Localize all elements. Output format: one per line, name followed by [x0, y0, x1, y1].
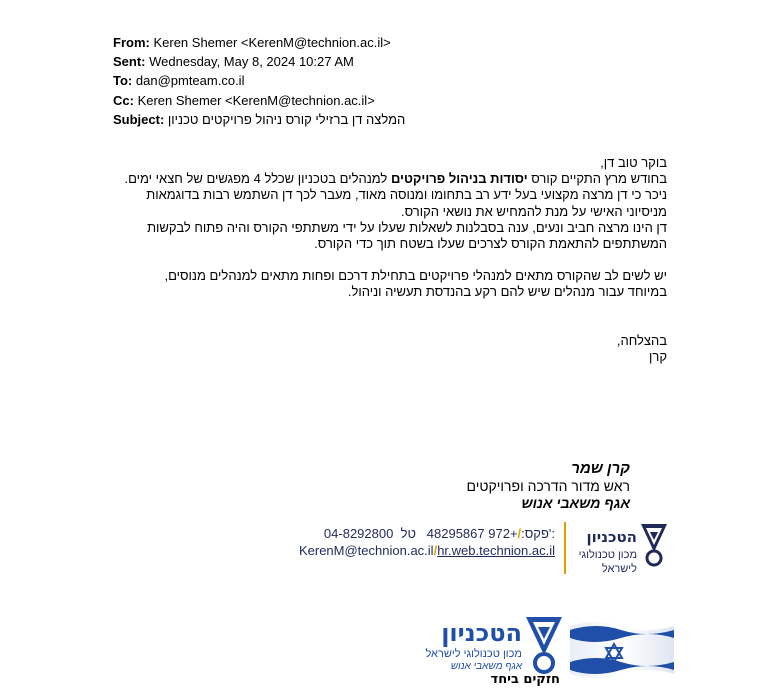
- to-row: [113, 71, 673, 90]
- fax-value: 04-8292800: [323, 526, 394, 541]
- paragraph-1-start: בחודש מרץ התקיים קורס: [527, 171, 667, 187]
- phone-line: [280, 526, 555, 543]
- big-logo-name: הטכניון: [441, 619, 522, 647]
- paragraph-1: [110, 171, 667, 187]
- israel-flag-icon: [566, 618, 676, 680]
- spacer: [110, 252, 667, 268]
- small-logo-sub2: לישראל: [601, 563, 637, 575]
- closing-name: קרן: [649, 348, 667, 364]
- signature-name: קרן שמר: [571, 460, 630, 477]
- phone-value: +972 48295867: [426, 526, 518, 541]
- sent-row: [113, 52, 673, 71]
- big-logo-sub1: מכון טכנולוגי לישראל: [425, 648, 522, 660]
- spacer: [110, 317, 667, 333]
- subject-value: המלצה דן ברזילי קורס ניהול פרויקטים טכניון: [167, 111, 406, 127]
- cc-value: Keren Shemer <KerenM@technion.ac.il>: [137, 92, 375, 108]
- cc-row: [113, 91, 673, 110]
- paragraph-3: דן הינו מרצה חביב ונעים, ענה בסבלנות לשאלות שעלו על ידי משתתפי הקורס והיה פתוח לבקשות המשתתפים להתאמת הקורס לצרכים שעלו בשטח תוך כדי הקורס.: [147, 219, 667, 252]
- paragraph-1-end: למנהלים בטכניון שכלל 4 מפגשים של חצאי ימים.: [124, 171, 391, 187]
- from-row: [113, 33, 673, 52]
- email-value: KerenM@technion.ac.il: [298, 542, 434, 558]
- signature-department: אגף משאבי אנוש: [521, 495, 630, 511]
- contact-info: [280, 526, 555, 559]
- small-logo-name: הטכניון: [586, 528, 637, 546]
- technion-emblem-icon: [641, 524, 667, 565]
- slogan: חזקים ביחד: [490, 672, 560, 687]
- subject-label: Subject:: [113, 111, 165, 127]
- email-header: [113, 33, 673, 129]
- cc-label: Cc:: [113, 92, 134, 108]
- paragraph-2: ניכר כי דן מרצה מקצועי בעל ידע רב בתחומו ומנוסה מאוד, מעבר לכך דן השתמש רבות בדוגמאות מניסיוני האישי על מנת להמחיש את נושאי הקורס.: [146, 187, 667, 219]
- signature-title: ראש מדור הדרכה ופרויקטים: [466, 478, 630, 494]
- email-line: [280, 543, 555, 560]
- technion-emblem-icon: [526, 617, 562, 672]
- sent-label: Sent:: [113, 54, 146, 70]
- from-label: From:: [113, 35, 150, 50]
- technion-logo-small: [575, 520, 670, 580]
- technion-logo-big: [420, 615, 565, 687]
- phone-label: טל':: [400, 526, 555, 541]
- signature: [300, 460, 630, 512]
- paragraph-4-line-2: במיוחד עבור מנהלים שיש להם רקע בהנדסת תעשיה וניהול.: [347, 284, 667, 300]
- website-link[interactable]: hr.web.technion.ac.il: [437, 542, 555, 558]
- small-logo-sub1: מכון טכנולוגי: [578, 549, 637, 561]
- paragraph-4-line-1: יש לשים לב שהקורס מתאים למנהלי פרויקטים בתחילת דרכם ופחות מתאים למנהלים מנוסים,: [164, 268, 667, 284]
- spacer: [110, 301, 667, 317]
- to-value: dan@pmteam.co.il: [135, 73, 245, 89]
- course-name: יסודות בניהול פרויקטים: [390, 171, 528, 187]
- greeting: בוקר טוב דן,: [600, 155, 667, 170]
- big-logo-sub2: אגף משאבי אנוש: [450, 661, 522, 672]
- subject-row: [113, 110, 673, 129]
- email-body: [110, 155, 667, 365]
- closing: בהצלחה,: [616, 332, 667, 348]
- to-label: To:: [113, 73, 133, 89]
- fax-label: פקס:: [521, 526, 549, 541]
- sent-value: Wednesday, May 8, 2024 10:27 AM: [149, 54, 354, 70]
- separator: /: [517, 526, 522, 541]
- separator: /: [433, 542, 438, 558]
- divider-bar: [564, 522, 566, 574]
- from-value: Keren Shemer <KerenM@technion.ac.il>: [153, 35, 391, 50]
